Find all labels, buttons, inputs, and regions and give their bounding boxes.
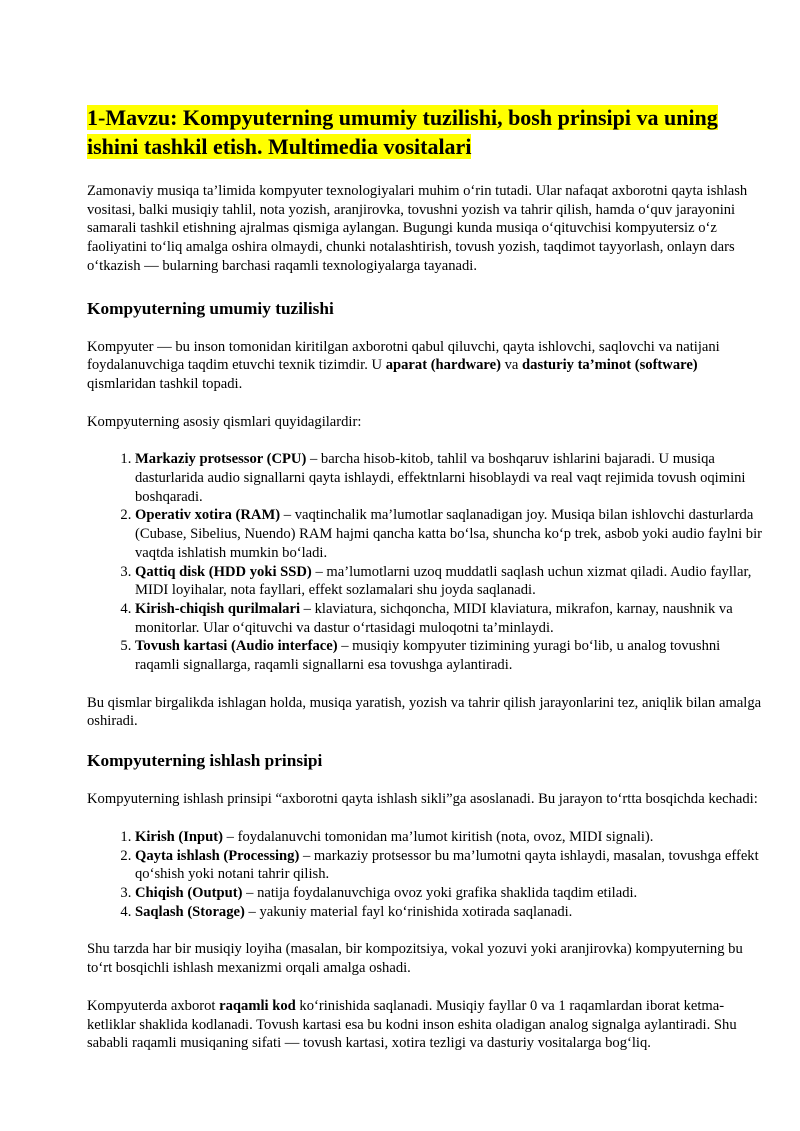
list-item-term: Operativ xotira (RAM): [135, 507, 281, 524]
list-item-term: Kirish (Input): [135, 828, 223, 845]
digital-code-paragraph: [87, 997, 767, 1053]
text-run: Kompyuter — bu inson tomonidan kiritilgan axborotni qabul qiluvchi, qayta ishlovchi, saqlovchi va natijani foydalanuvchiga taqdim etuvchi texnik tizimdir. U: [87, 338, 720, 374]
intro-paragraph: Zamonaviy musiqa ta’limida kompyuter texnologiyalari muhim o‘rin tutadi. Ular nafaqat axborotni qayta ishlash vositasi, balki musiqiy tahlil, nota yozish, aranjirovka, tovushni yozish va tahrir qilish, hamda o‘quv jarayonini samarali tashkil etishning ajralmas qismiga aylangan. Bugungi kunda musiqa o‘qituvchisi kompyutersiz o‘z faoliyatini to‘liq amalga oshira olmaydi, chunki notalashtirish, tovush yozish, taqdimot tayyorlash, onlayn dars o‘tkazish — bularning barchasi raqamli texnologiyalarga tayanadi.: [87, 183, 748, 274]
section-heading-structure: Kompyuterning umumiy tuzilishi: [87, 298, 334, 318]
components-closing-paragraph: Bu qismlar birgalikda ishlagan holda, musiqa yaratish, yozish va tahrir qilish jarayonlarini tez, aniqlik bilan amalga oshiradi.: [87, 694, 762, 730]
list-item-text: – natija foydalanuvchiga ovoz yoki grafika shaklida taqdim etiladi.: [242, 884, 638, 901]
list-item-term: Saqlash (Storage): [135, 903, 245, 920]
components-list-intro: Kompyuterning asosiy qismlari quyidagilardir:: [87, 413, 362, 430]
list-item-text: – foydalanuvchi tomonidan ma’lumot kiritish (nota, ovoz, MIDI signali).: [223, 828, 654, 845]
principle-intro-paragraph: Kompyuterning ishlash prinsipi “axborotni qayta ishlash sikli”ga asoslanadi. Bu jarayon to‘rtta bosqichda kechadi:: [87, 791, 758, 808]
bold-term-digital-code: raqamli kod: [219, 997, 296, 1014]
list-item-text: – musiqiy kompyuter tizimining yuragi bo‘lib, u analog tovushni raqamli signallarga, raqamli signallarni esa tovushga aylantiradi.: [135, 638, 721, 674]
list-item-term: Chiqish (Output): [135, 884, 243, 901]
list-item-text: – yakuniy material fayl ko‘rinishida xotirada saqlanadi.: [244, 903, 573, 920]
list-item: [135, 903, 767, 922]
components-list: [87, 450, 767, 674]
project-mechanism-paragraph: Shu tarzda har bir musiqiy loyiha (masalan, bir kompozitsiya, vokal yozuvi yoki aranjirovka) kompyuterning bu to‘rt bosqichli ishlash mexanizmi orqali amalga oshadi.: [87, 941, 743, 977]
title-highlight: 1-Mavzu: Kompyuterning umumiy tuzilishi, bosh prinsipi va uning ishini tashkil etish. Multimedia vositalari: [87, 105, 718, 159]
list-item: [135, 450, 767, 506]
list-item-text: – klaviatura, sichqoncha, MIDI klaviatura, mikrafon, karnay, naushnik va monitorlar. Ular o‘qituvchi va dastur o‘rtasidagi muloqotni ta’minlaydi.: [135, 600, 733, 636]
list-item-text: – barcha hisob-kitob, tahlil va boshqaruv ishlarini bajaradi. U musiqa dasturlarida audio signallarni qayta ishlaydi, effektnlarni hisoblaydi va real vaqt rejimida tovush oqimini boshqaradi.: [135, 451, 746, 505]
text-run: Kompyuterda axborot: [87, 997, 220, 1014]
bold-term-hardware: aparat (hardware): [385, 357, 501, 374]
bold-term-software: dasturiy ta’minot (software): [522, 357, 698, 374]
list-item-text: – vaqtinchalik ma’lumotlar saqlanadigan joy. Musiqa bilan ishlovchi dasturlarda (Cubase, Sibelius, Nuendo) RAM hajmi qancha katta bo‘lsa, shuncha ko‘p trek, asbob yoki audio faylni bir vaqtda ishlatish mumkin bo‘ladi.: [135, 507, 762, 561]
list-item-term: Qayta ishlash (Processing): [135, 847, 300, 864]
list-item: [135, 828, 767, 847]
list-item: [135, 506, 767, 562]
document-title: [87, 103, 767, 161]
list-item: [135, 847, 767, 884]
list-item-term: Markaziy protsessor (CPU): [135, 451, 307, 468]
list-item-term: Tovush kartasi (Audio interface): [135, 638, 338, 655]
list-item: [135, 637, 767, 674]
list-item-term: Qattiq disk (HDD yoki SSD): [135, 563, 312, 580]
computer-definition-paragraph: [87, 338, 767, 394]
text-run: va: [500, 357, 523, 374]
list-item-term: Kirish-chiqish qurilmalari: [135, 600, 301, 617]
document-body: [87, 103, 767, 1072]
list-item-text: – markaziy protsessor bu ma’lumotni qayta ishlaydi, masalan, tovushga effekt qo‘shish yoki notani tahrir qilish.: [135, 847, 759, 883]
list-item: [135, 563, 767, 600]
list-item: [135, 600, 767, 637]
stages-list: [87, 828, 767, 922]
text-run: qismlaridan tashkil topadi.: [87, 375, 243, 392]
list-item: [135, 884, 767, 903]
section-heading-principle: Kompyuterning ishlash prinsipi: [87, 751, 323, 771]
text-run: ko‘rinishida saqlanadi. Musiqiy fayllar 0 va 1 raqamlardan iborat ketma-ketliklar shaklida kodlanadi. Tovush kartasi esa bu kodni inson eshita oladigan analog signalga aylantiradi. Shu sababli raqamli musiqaning sifati — tovush kartasi, xotira tezligi va dasturiy vositalarga bog‘liq.: [87, 997, 737, 1052]
list-item-text: – ma’lumotlarni uzoq muddatli saqlash uchun xizmat qiladi. Audio fayllar, MIDI loyihalar, nota fayllari, effekt sozlamalari shu joyda saqlanadi.: [135, 563, 752, 599]
